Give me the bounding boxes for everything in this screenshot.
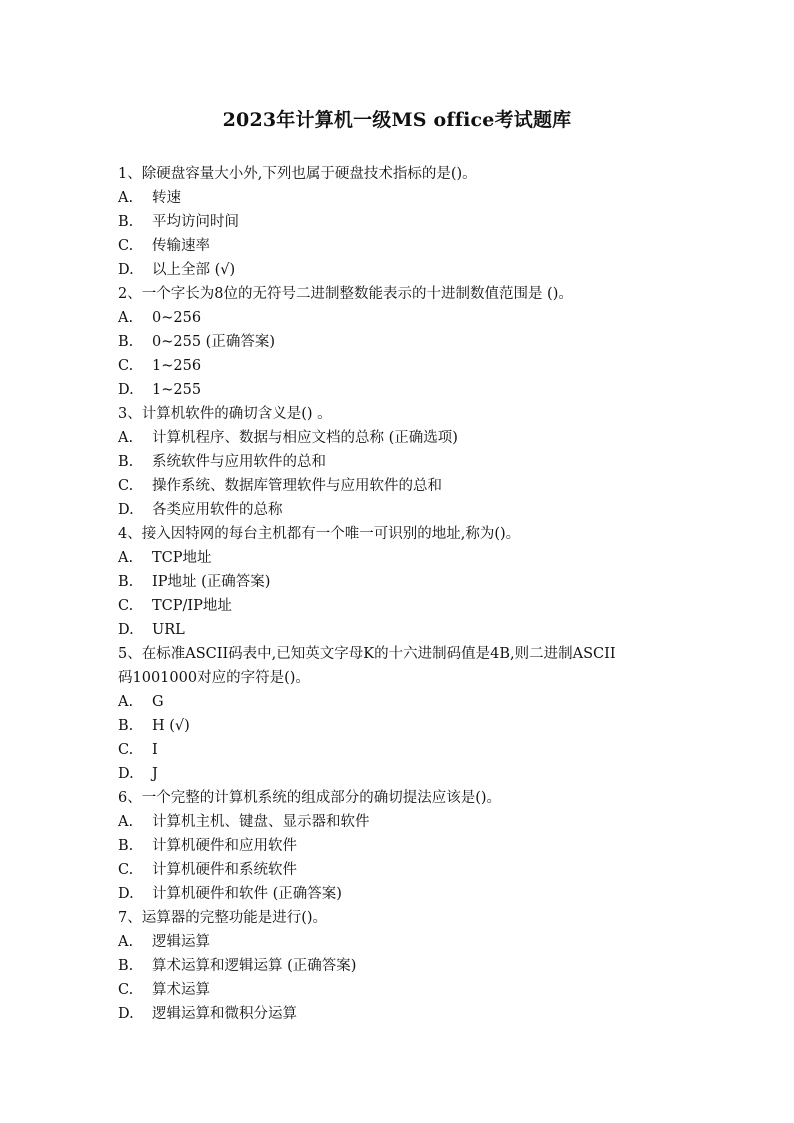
question-stem: 3、计算机软件的确切含义是() 。 bbox=[118, 406, 332, 422]
option-c bbox=[118, 234, 678, 258]
option-letter: A. bbox=[118, 934, 134, 950]
option-c bbox=[118, 594, 678, 618]
option-text: 计算机硬件和软件 (正确答案) bbox=[152, 886, 342, 902]
option-a bbox=[118, 930, 678, 954]
option-letter: D. bbox=[118, 502, 134, 518]
option-d bbox=[118, 258, 678, 282]
option-letter: D. bbox=[118, 766, 134, 782]
option-text: TCP/IP地址 bbox=[152, 598, 232, 614]
option-a bbox=[118, 306, 678, 330]
option-letter: B. bbox=[118, 958, 134, 974]
option-letter: D. bbox=[118, 382, 134, 398]
option-letter: B. bbox=[118, 838, 134, 854]
option-letter: A. bbox=[118, 190, 134, 206]
option-letter: A. bbox=[118, 694, 134, 710]
option-letter: C. bbox=[118, 982, 134, 998]
option-letter: B. bbox=[118, 214, 134, 230]
option-letter: C. bbox=[118, 598, 134, 614]
option-text: 0~255 (正确答案) bbox=[152, 334, 275, 350]
option-letter: C. bbox=[118, 478, 134, 494]
option-d bbox=[118, 882, 678, 906]
option-text: 逻辑运算和微积分运算 bbox=[152, 1006, 297, 1022]
option-text: 操作系统、数据库管理软件与应用软件的总和 bbox=[152, 478, 442, 494]
option-b bbox=[118, 714, 678, 738]
option-d bbox=[118, 1002, 678, 1026]
option-a bbox=[118, 546, 678, 570]
option-text: 逻辑运算 bbox=[152, 934, 210, 950]
option-d bbox=[118, 762, 678, 786]
option-text: 以上全部 (√) bbox=[152, 262, 236, 278]
option-text: 平均访问时间 bbox=[152, 214, 239, 230]
option-text: 计算机硬件和系统软件 bbox=[152, 862, 297, 878]
option-text: TCP地址 bbox=[152, 550, 212, 566]
option-letter: D. bbox=[118, 886, 134, 902]
option-letter: A. bbox=[118, 430, 134, 446]
option-text: G bbox=[152, 694, 164, 710]
option-text: 各类应用软件的总称 bbox=[152, 502, 283, 518]
option-b bbox=[118, 210, 678, 234]
option-a bbox=[118, 690, 678, 714]
option-text: 1~255 bbox=[152, 382, 202, 398]
option-letter: B. bbox=[118, 334, 134, 350]
option-letter: B. bbox=[118, 574, 134, 590]
option-letter: A. bbox=[118, 814, 134, 830]
option-letter: C. bbox=[118, 358, 134, 374]
option-letter: C. bbox=[118, 862, 134, 878]
option-text: URL bbox=[152, 622, 185, 638]
option-letter: B. bbox=[118, 454, 134, 470]
option-text: 1~256 bbox=[152, 358, 202, 374]
question-stem: 7、运算器的完整功能是进行()。 bbox=[118, 910, 328, 926]
option-text: 转速 bbox=[152, 190, 181, 206]
option-letter: D. bbox=[118, 262, 134, 278]
question-stem-line-2: 码1001000对应的字符是()。 bbox=[118, 670, 310, 686]
question-stem: 2、一个字长为8位的无符号二进制整数能表示的十进制数值范围是 ()。 bbox=[118, 286, 573, 302]
option-letter: B. bbox=[118, 718, 134, 734]
question-list bbox=[118, 162, 678, 1026]
page-title: 2023年计算机一级MS office考试题库 bbox=[222, 109, 572, 131]
option-letter: D. bbox=[118, 1006, 134, 1022]
option-d bbox=[118, 498, 678, 522]
option-text: 算术运算和逻辑运算 (正确答案) bbox=[152, 958, 357, 974]
option-c bbox=[118, 978, 678, 1002]
option-c bbox=[118, 738, 678, 762]
option-c bbox=[118, 474, 678, 498]
question-stem: 4、接入因特网的每台主机都有一个唯一可识别的地址,称为()。 bbox=[118, 526, 521, 542]
option-text: I bbox=[152, 742, 158, 758]
option-a bbox=[118, 186, 678, 210]
option-d bbox=[118, 378, 678, 402]
option-text: 传输速率 bbox=[152, 238, 210, 254]
option-letter: C. bbox=[118, 238, 134, 254]
question-stem: 1、除硬盘容量大小外,下列也属于硬盘技术指标的是()。 bbox=[118, 166, 477, 182]
option-text: 计算机程序、数据与相应文档的总称 (正确选项) bbox=[152, 430, 458, 446]
option-c bbox=[118, 858, 678, 882]
option-letter: A. bbox=[118, 550, 134, 566]
option-letter: C. bbox=[118, 742, 134, 758]
option-text: IP地址 (正确答案) bbox=[152, 574, 271, 590]
question-stem: 6、一个完整的计算机系统的组成部分的确切提法应该是()。 bbox=[118, 790, 502, 806]
option-letter: A. bbox=[118, 310, 134, 326]
option-b bbox=[118, 330, 678, 354]
option-a bbox=[118, 810, 678, 834]
option-text: H (√) bbox=[152, 718, 190, 734]
option-d bbox=[118, 618, 678, 642]
option-a bbox=[118, 426, 678, 450]
option-b bbox=[118, 570, 678, 594]
option-b bbox=[118, 450, 678, 474]
option-c bbox=[118, 354, 678, 378]
option-text: 计算机主机、键盘、显示器和软件 bbox=[152, 814, 370, 830]
option-letter: D. bbox=[118, 622, 134, 638]
option-b bbox=[118, 834, 678, 858]
option-text: 算术运算 bbox=[152, 982, 210, 998]
option-text: 计算机硬件和应用软件 bbox=[152, 838, 297, 854]
option-text: 0~256 bbox=[152, 310, 202, 326]
option-b bbox=[118, 954, 678, 978]
option-text: 系统软件与应用软件的总和 bbox=[152, 454, 326, 470]
question-stem-line-1: 5、在标准ASCII码表中,已知英文字母K的十六进制码值是4B,则二进制ASCII bbox=[118, 646, 616, 662]
option-text: J bbox=[152, 766, 158, 782]
